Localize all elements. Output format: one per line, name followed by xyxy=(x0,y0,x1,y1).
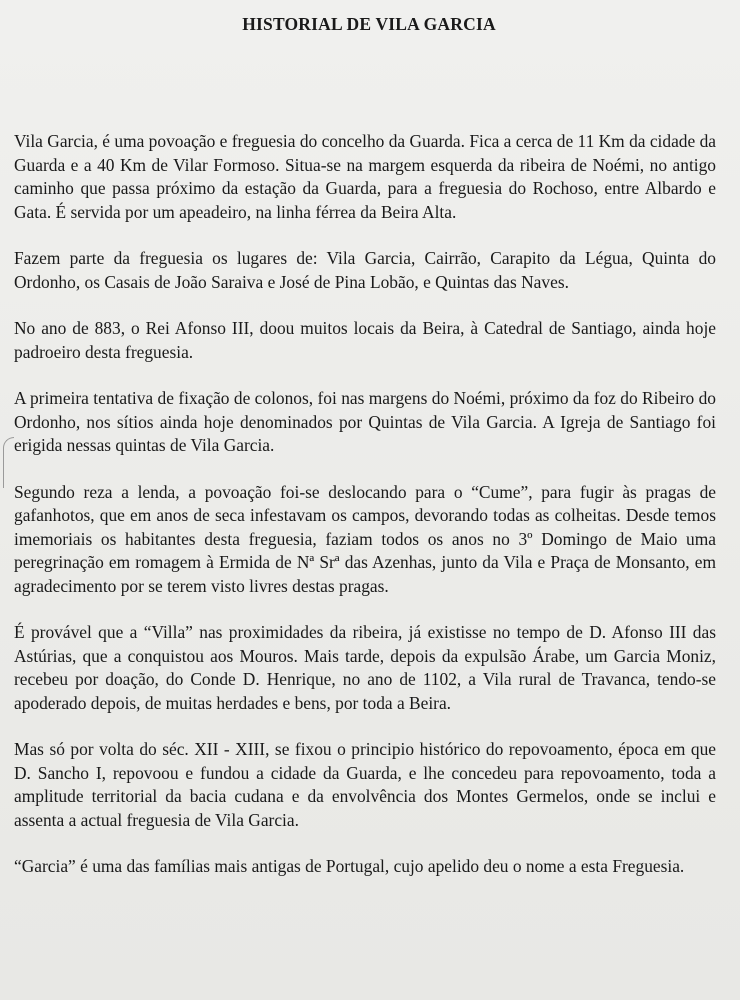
paragraph-lenda: Segundo reza a lenda, a povoação foi-se deslocando para o “Cume”, para fugir às pragas de gafanhotos, que em anos de seca infestavam os campos, devorando todas as colheitas. Desde temos imemoriais os habitantes desta freguesia, faziam todos os anos no 3º Domingo de Maio uma peregrinação em romagem à Ermida de Nª Srª das Azenhas, junto da Vila e Praça de Monsanto, em agradecimento por se terem visto livres destas pragas. xyxy=(14,481,716,596)
paragraph-location: Vila Garcia, é uma povoação e freguesia do concelho da Guarda. Fica a cerca de 11 Km da cidade da Guarda e a 40 Km de Vilar Formoso. Situa-se na margem esquerda da ribeira de Noémi, no antigo caminho que passa próximo da estação da Guarda, para a freguesia do Rochoso, entre Albardo e Gata. É servida por um apeadeiro, na linha férrea da Beira Alta. xyxy=(14,131,716,222)
paragraph-colonos: A primeira tentativa de fixação de colonos, foi nas margens do Noémi, próximo da foz do Ribeiro do Ordonho, nos sítios ainda hoje denominados por Quintas de Vila Garcia. A Igreja de Santiago foi erigida nessas quintas de Vila Garcia. xyxy=(14,388,716,455)
paragraph-repovoamento: Mas só por volta do séc. XII - XIII, se fixou o principio histórico do repovoamento, época em que D. Sancho I, repovoou e fundou a cidade da Guarda, e lhe concedeu para repovoamento, toda a amplitude territorial da bacia cudana e da envolvência dos Montes Germelos, onde se inclui e assenta a actual freguesia de Vila Garcia. xyxy=(14,739,716,830)
paragraph-883: No ano de 883, o Rei Afonso III, doou muitos locais da Beira, à Catedral de Santiago, ainda hoje padroeiro desta freguesia. xyxy=(14,318,716,362)
paragraph-villa: É provável que a “Villa” nas proximidades da ribeira, já existisse no tempo de D. Afonso III das Astúrias, que a conquistou aos Mouros. Mais tarde, depois da expulsão Árabe, um Garcia Moniz, recebeu por doação, do Conde D. Henrique, no ano de 1102, a Vila rural de Travanca, tendo-se apoderado depois, de muitas herdades e bens, por toda a Beira. xyxy=(14,622,716,713)
paragraph-places: Fazem parte da freguesia os lugares de: Vila Garcia, Cairrão, Carapito da Légua, Quinta do Ordonho, os Casais de João Saraiva e José de Pina Lobão, e Quintas das Naves. xyxy=(14,248,716,292)
paragraph-garcia-family: “Garcia” é uma das famílias mais antigas de Portugal, cujo apelido deu o nome a esta Freguesia. xyxy=(14,856,685,876)
margin-pencil-mark xyxy=(3,437,14,488)
document-title: HISTORIAL DE VILA GARCIA xyxy=(242,14,496,34)
document-body xyxy=(14,130,716,879)
